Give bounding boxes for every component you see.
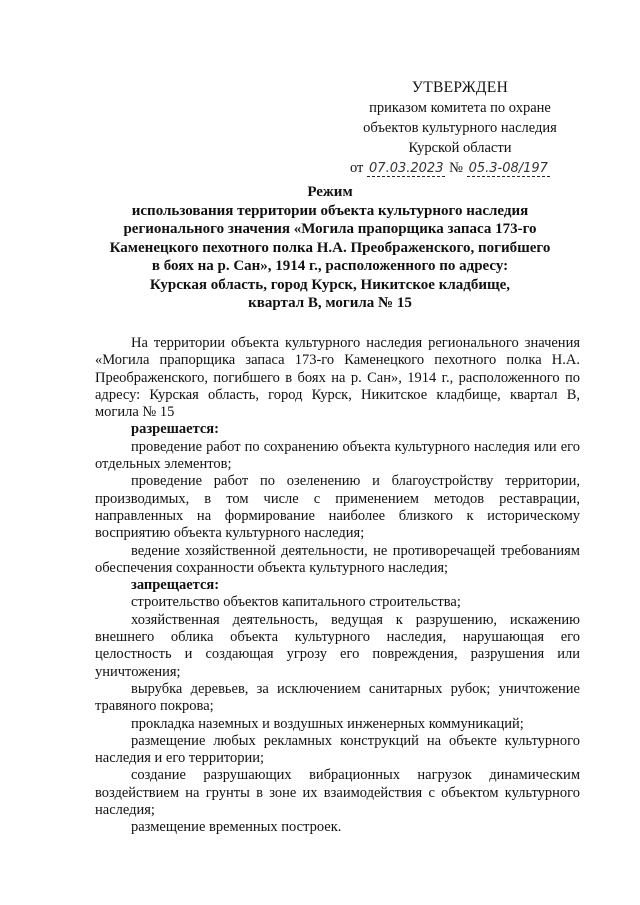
- prohibited-item: создание разрушающих вибрационных нагрузок динамическим воздействием на грунты в зоне их взаимодействия с объектом культурного наследия;: [95, 767, 580, 819]
- allowed-item: ведение хозяйственной деятельности, не противоречащей требованиям обеспечения сохранности объекта культурного наследия;: [95, 542, 580, 576]
- title-line-6: Курская область, город Курск, Никитское кладбище,: [149, 276, 511, 293]
- title-line-3: регионального значения «Могила прапорщика запаса 173-го: [123, 221, 537, 237]
- handwritten-date: 07.03.2023: [369, 161, 444, 176]
- from-label: от: [350, 160, 364, 176]
- prohibited-heading: запрещается:: [131, 577, 220, 594]
- prohibited-item: хозяйственная деятельность, ведущая к разрушению, искажению внешнего облика объекта культурного наследия, нарушающая его целостность и создающая угрозу его повреждения, разрушения или уничтожения;: [95, 611, 580, 680]
- allowed-item: проведение работ по сохранению объекта культурного наследия или его отдельных элементов;: [95, 438, 580, 473]
- title-line-5: в боях на р. Сан», 1914 г., расположенного по адресу:: [151, 258, 509, 274]
- prohibited-item: размещение любых рекламных конструкций на объекте культурного наследия и его территории;: [95, 732, 580, 767]
- approval-order-line: приказом комитета по охране: [369, 100, 551, 116]
- title-line-4: Каменецкого пехотного полка Н.А. Преображенского, погибшего: [109, 239, 551, 256]
- prohibited-item: размещение временных построек.: [131, 819, 342, 836]
- prohibited-item: вырубка деревьев, за исключением санитарных рубок; уничтожение травяного покрова;: [95, 680, 580, 715]
- handwritten-number: 05.3-08/197: [468, 161, 548, 176]
- title-line-2: использования территории объекта культурного наследия: [131, 202, 529, 219]
- approval-block: [330, 78, 590, 179]
- intro-paragraph: На территории объекта культурного наследия регионального значения «Могила прапорщика запаса 173-го Каменецкого пехотного полка Н.А. Преображенского, погибшего в боях на р. Сан», 1914 г., расположенного по адресу: Курская область, город Курск, Никитское кладбище, квартал В, могила № 15: [95, 335, 580, 421]
- document-title: [95, 183, 565, 313]
- title-line-1: Режим: [307, 184, 353, 200]
- document-body: [95, 335, 580, 837]
- approval-committee-line: объектов культурного наследия: [363, 120, 557, 136]
- allowed-item: проведение работ по озеленению и благоустройству территории, производимых, в том числе с применением методов реставрации, направленных на формирование наиболее близкого к историческому восприятию объекта культурного наследия;: [95, 473, 580, 542]
- allowed-heading: разрешается:: [131, 421, 219, 438]
- approval-heading: УТВЕРЖДЕН: [411, 79, 509, 96]
- approval-region-line: Курской области: [408, 140, 512, 156]
- prohibited-item: прокладка наземных и воздушных инженерных коммуникаций;: [131, 715, 524, 732]
- prohibited-item: строительство объектов капитального строительства;: [131, 594, 461, 611]
- title-line-7: квартал В, могила № 15: [248, 295, 412, 311]
- approval-date-number: [330, 158, 590, 179]
- number-label: №: [449, 160, 463, 176]
